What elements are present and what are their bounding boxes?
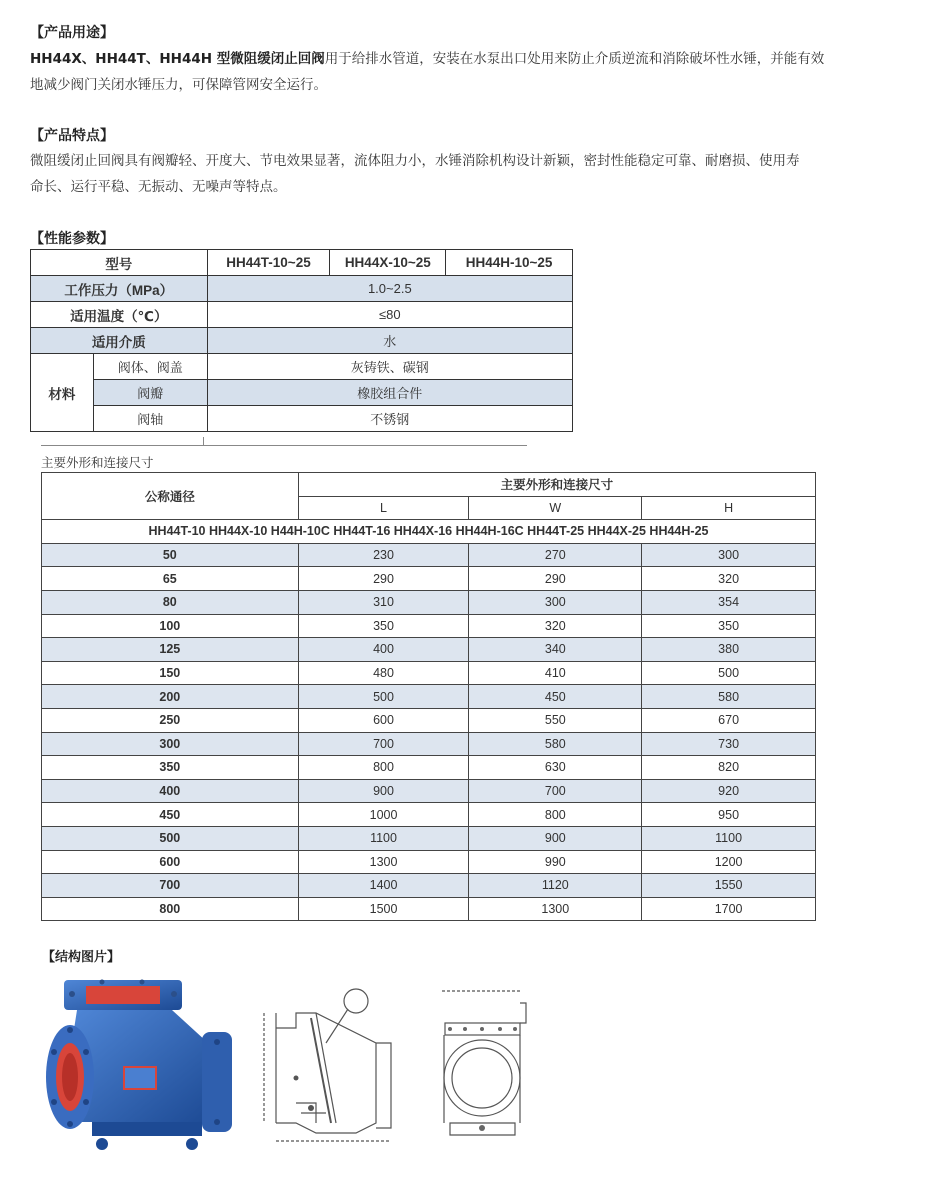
w-cell: 630: [469, 756, 642, 780]
h-cell: 950: [642, 803, 816, 827]
dn-cell: 250: [42, 708, 299, 732]
dn-cell: 500: [42, 826, 299, 850]
w-cell: 450: [469, 685, 642, 709]
perf-medium-row: [31, 328, 573, 354]
h-cell: 820: [642, 756, 816, 780]
material-value: 橡胶组合件: [207, 380, 572, 406]
material-label: 材料: [31, 354, 94, 432]
perf-material-row: [31, 354, 573, 380]
material-value: 不锈钢: [207, 406, 572, 432]
h-cell: 1700: [642, 897, 816, 921]
features-text: [30, 148, 910, 200]
l-cell: 310: [298, 590, 469, 614]
side-drawing-icon: [256, 983, 416, 1148]
h-cell: 920: [642, 779, 816, 803]
table-row: [42, 826, 816, 850]
features-line2: 命长、运行平稳、无振动、无噪声等特点。: [30, 179, 287, 195]
performance-title: 【性能参数】: [30, 231, 114, 247]
perf-material-row: [31, 406, 573, 432]
model-cell: HH44T-10~25: [207, 250, 330, 276]
l-cell: 290: [298, 567, 469, 591]
perf-temp-row: [31, 302, 573, 328]
table-row: [42, 614, 816, 638]
h-cell: 380: [642, 638, 816, 662]
dims-col-label: L: [298, 496, 469, 520]
h-cell: 1550: [642, 874, 816, 898]
h-cell: 300: [642, 543, 816, 567]
dn-cell: 450: [42, 803, 299, 827]
table-row: [42, 567, 816, 591]
w-cell: 700: [469, 779, 642, 803]
w-cell: 410: [469, 661, 642, 685]
w-cell: 550: [469, 708, 642, 732]
table-row: [42, 708, 816, 732]
l-cell: 700: [298, 732, 469, 756]
table-row: [42, 897, 816, 921]
w-cell: 1300: [469, 897, 642, 921]
dn-cell: 700: [42, 874, 299, 898]
table-row: [42, 685, 816, 709]
table-row: [42, 638, 816, 662]
performance-table: [30, 249, 573, 432]
w-cell: 990: [469, 850, 642, 874]
temp-label: 适用温度（℃）: [31, 302, 208, 328]
features-title: 【产品特点】: [30, 128, 114, 144]
dn-cell: 600: [42, 850, 299, 874]
model-label: 型号: [31, 250, 208, 276]
usage-model-prefix: HH44X、HH44T、HH44H 型微阻缓闭止回阀: [30, 51, 325, 67]
dims-group-label: 主要外形和连接尺寸: [298, 473, 815, 497]
table-row: [42, 590, 816, 614]
material-part: 阀体、阀盖: [93, 354, 207, 380]
features-line1: 微阻缓闭止回阀具有阀瓣轻、开度大、节电效果显著，流体阻力小，水锤消除机构设计新颖，密封性能稳定可靠、耐磨损、使用寿: [30, 153, 800, 169]
w-cell: 270: [469, 543, 642, 567]
table-row: [42, 850, 816, 874]
model-cell: HH44X-10~25: [330, 250, 446, 276]
table-row: [42, 543, 816, 567]
l-cell: 900: [298, 779, 469, 803]
pressure-label: 工作压力（MPa）: [31, 276, 208, 302]
l-cell: 1500: [298, 897, 469, 921]
usage-text: [30, 46, 910, 98]
h-cell: 320: [642, 567, 816, 591]
w-cell: 1120: [469, 874, 642, 898]
dimensions-caption: 主要外形和连接尺寸: [41, 455, 154, 470]
l-cell: 230: [298, 543, 469, 567]
dims-col-label: H: [642, 496, 816, 520]
h-cell: 580: [642, 685, 816, 709]
l-cell: 480: [298, 661, 469, 685]
w-cell: 340: [469, 638, 642, 662]
dn-cell: 200: [42, 685, 299, 709]
h-cell: 670: [642, 708, 816, 732]
dn-cell: 350: [42, 756, 299, 780]
l-cell: 1400: [298, 874, 469, 898]
w-cell: 800: [469, 803, 642, 827]
table-row: [42, 874, 816, 898]
l-cell: 350: [298, 614, 469, 638]
w-cell: 290: [469, 567, 642, 591]
usage-line1: 用于给排水管道，安装在水泵出口处用来防止介质逆流和消除破坏性水锤，并能有效: [324, 51, 825, 67]
pressure-value: 1.0~2.5: [207, 276, 572, 302]
table-row: [42, 661, 816, 685]
structure-title: 【结构图片】: [42, 950, 121, 965]
table-row: [42, 779, 816, 803]
front-drawing-icon: [430, 983, 535, 1148]
temp-value: ≤80: [207, 302, 572, 328]
w-cell: 300: [469, 590, 642, 614]
divider: [41, 445, 527, 446]
dn-cell: 100: [42, 614, 299, 638]
material-part: 阀瓣: [93, 380, 207, 406]
perf-material-row: [31, 380, 573, 406]
dn-cell: 150: [42, 661, 299, 685]
h-cell: 730: [642, 732, 816, 756]
material-value: 灰铸铁、碳钢: [207, 354, 572, 380]
h-cell: 354: [642, 590, 816, 614]
w-cell: 320: [469, 614, 642, 638]
h-cell: 1200: [642, 850, 816, 874]
usage-line2: 地减少阀门关闭水锤压力，可保障管网安全运行。: [30, 77, 327, 93]
dims-models: HH44T-10 HH44X-10 H44H-10C HH44T-16 HH44X-16 HH44H-16C HH44T-25 HH44X-25 HH44H-25: [42, 520, 816, 544]
h-cell: 350: [642, 614, 816, 638]
divider: [203, 437, 204, 445]
perf-model-row: [31, 250, 573, 276]
dn-cell: 400: [42, 779, 299, 803]
table-row: [42, 756, 816, 780]
dn-label: 公称通径: [42, 473, 299, 520]
medium-value: 水: [207, 328, 572, 354]
model-cell: HH44H-10~25: [446, 250, 573, 276]
l-cell: 600: [298, 708, 469, 732]
dims-models-row: [42, 520, 816, 544]
w-cell: 900: [469, 826, 642, 850]
dn-cell: 800: [42, 897, 299, 921]
dn-cell: 300: [42, 732, 299, 756]
dn-cell: 65: [42, 567, 299, 591]
h-cell: 500: [642, 661, 816, 685]
usage-title: 【产品用途】: [30, 25, 114, 41]
dims-col-label: W: [469, 496, 642, 520]
material-part: 阀轴: [93, 406, 207, 432]
w-cell: 580: [469, 732, 642, 756]
l-cell: 500: [298, 685, 469, 709]
l-cell: 400: [298, 638, 469, 662]
dimensions-table: [41, 472, 816, 921]
dims-header-row: [42, 473, 816, 497]
dn-cell: 50: [42, 543, 299, 567]
l-cell: 1300: [298, 850, 469, 874]
table-row: [42, 803, 816, 827]
valve-photo-icon: [42, 972, 242, 1157]
l-cell: 1000: [298, 803, 469, 827]
l-cell: 1100: [298, 826, 469, 850]
table-row: [42, 732, 816, 756]
l-cell: 800: [298, 756, 469, 780]
dn-cell: 80: [42, 590, 299, 614]
medium-label: 适用介质: [31, 328, 208, 354]
dn-cell: 125: [42, 638, 299, 662]
perf-pressure-row: [31, 276, 573, 302]
h-cell: 1100: [642, 826, 816, 850]
